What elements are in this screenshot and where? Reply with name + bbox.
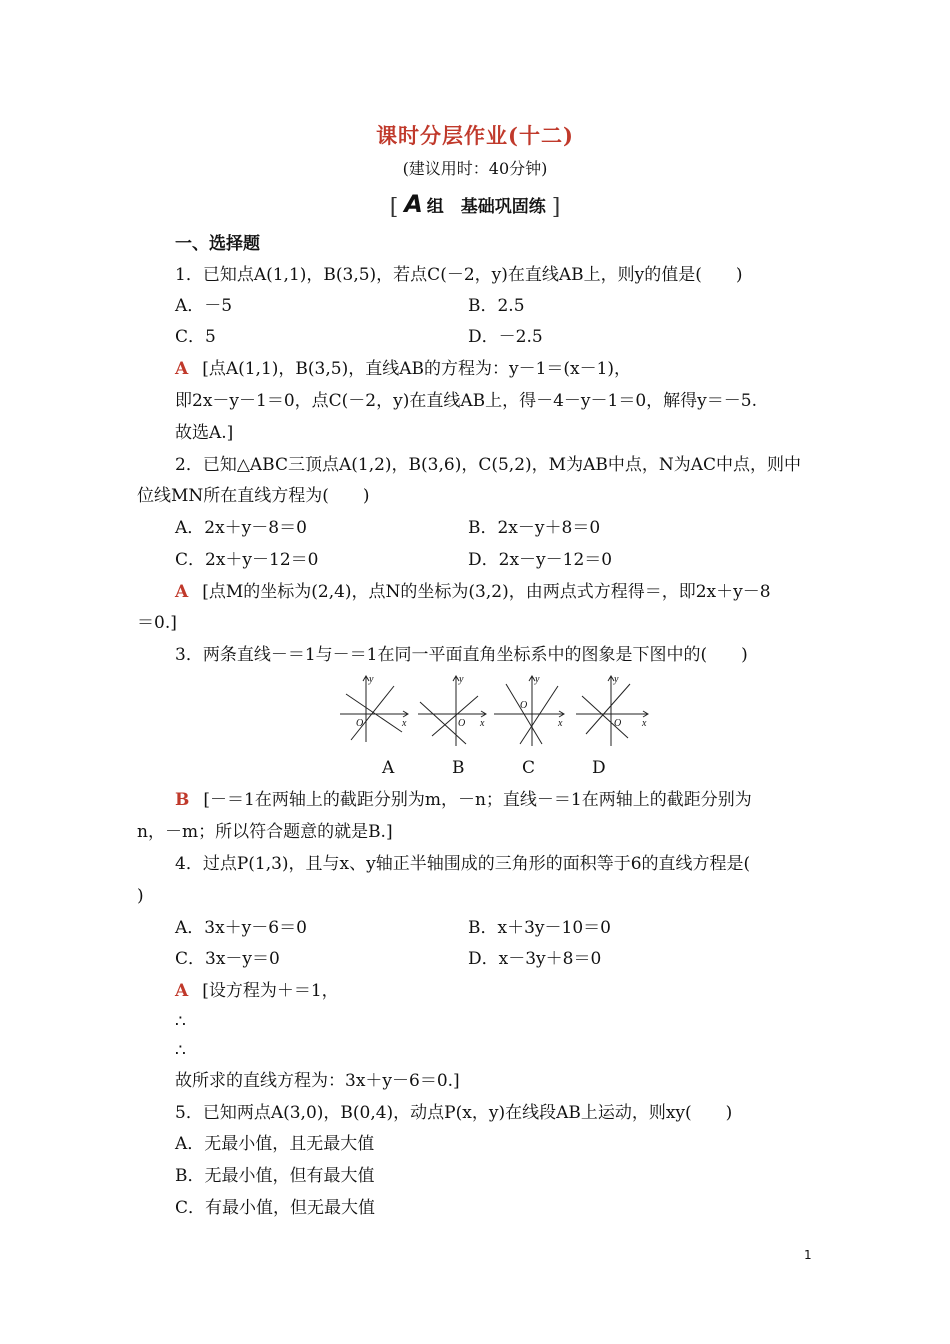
left-bracket-icon: [ bbox=[389, 195, 399, 220]
q1-stem: 1．已知点A(1,1)，B(3,5)，若点C(－2，y)在直线AB上，则y的值是( ) bbox=[175, 265, 743, 285]
q3-answer: B bbox=[175, 790, 190, 810]
therefore-icon: ∴ bbox=[175, 1041, 186, 1061]
q2-solution-line: A [点M的坐标为(2,4)，点N的坐标为(3,2)，由两点式方程得＝，即2x＋y－8 bbox=[175, 582, 771, 602]
q1-solution-line: A [点A(1,1)，B(3,5)，直线AB的方程为：y－1＝(x－1)， bbox=[175, 359, 632, 379]
q2-solution-line: ＝0.] bbox=[137, 613, 177, 633]
q4-solution-line: 故所求的直线方程为：3x＋y－6＝0.] bbox=[175, 1071, 460, 1091]
q4-stem: ) bbox=[137, 886, 144, 906]
group-label: 组 基础巩固练 bbox=[426, 197, 546, 217]
page-title: 课时分层作业(十二) bbox=[376, 123, 574, 148]
graph-a bbox=[340, 676, 408, 742]
q5-option-b: B．无最小值，但有最大值 bbox=[175, 1166, 375, 1186]
q4-solution-line: A [设方程为＋＝1， bbox=[175, 981, 339, 1001]
axis-x-label: x bbox=[480, 718, 485, 729]
q5-stem: 5．已知两点A(3,0)，B(0,4)，动点P(x，y)在线段AB上运动，则xy( ) bbox=[175, 1103, 733, 1123]
figure-label-c: C bbox=[522, 758, 536, 778]
q1-solution-line: 即2x－y－1＝0，点C(－2，y)在直线AB上，得－4－y－1＝0，解得y＝－5. bbox=[175, 391, 757, 411]
q3-figure bbox=[336, 672, 656, 747]
q1-answer: A bbox=[175, 359, 189, 379]
time-hint: (建议用时：40分钟) bbox=[402, 159, 548, 178]
origin-label: O bbox=[458, 718, 466, 729]
q3-stem: 3．两条直线－＝1与－＝1在同一平面直角坐标系中的图象是下图中的( ) bbox=[175, 645, 748, 665]
q2-option-a: A．2x＋y－8＝0 bbox=[175, 518, 307, 538]
q4-answer: A bbox=[175, 981, 189, 1001]
q4-stem: 4．过点P(1,3)，且与x、y轴正半轴围成的三角形的面积等于6的直线方程是( bbox=[175, 854, 751, 874]
graph-c bbox=[494, 676, 564, 746]
q4-option-d: D．x－3y＋8＝0 bbox=[468, 949, 602, 969]
axis-y-label: y bbox=[535, 674, 540, 685]
axis-x-label: x bbox=[402, 718, 407, 729]
origin-label: O bbox=[520, 700, 528, 711]
figure-label-d: D bbox=[592, 758, 606, 778]
q1-option-a: A．－5 bbox=[175, 296, 233, 316]
group-letter: A bbox=[404, 190, 423, 218]
q5-option-c: C．有最小值，但无最大值 bbox=[175, 1198, 376, 1218]
axis-x-label: x bbox=[558, 718, 563, 729]
q4-option-b: B．x＋3y－10＝0 bbox=[468, 918, 611, 938]
right-bracket-icon: ] bbox=[551, 195, 561, 220]
q1-option-d: D．－2.5 bbox=[468, 327, 543, 347]
axis-y-label: y bbox=[459, 674, 464, 685]
graph-b bbox=[418, 676, 486, 746]
graph-d bbox=[576, 676, 648, 746]
therefore-icon: ∴ bbox=[175, 1012, 186, 1032]
axis-x-label: x bbox=[642, 718, 647, 729]
q2-stem: 位线MN所在直线方程为( ) bbox=[137, 486, 370, 506]
q4-option-a: A．3x＋y－6＝0 bbox=[175, 918, 307, 938]
q1-option-b: B．2.5 bbox=[468, 296, 525, 316]
q2-stem: 2．已知△ABC三顶点A(1,2)，B(3,6)，C(5,2)，M为AB中点，N为AC中点，则中 bbox=[175, 455, 801, 475]
origin-label: O bbox=[614, 718, 622, 729]
axis-y-label: y bbox=[614, 674, 619, 685]
section-title: 一、选择题 bbox=[175, 234, 260, 254]
q1-solution-line: 故选A.] bbox=[175, 423, 234, 443]
q1-option-c: C．5 bbox=[175, 327, 216, 347]
group-heading bbox=[0, 190, 950, 220]
origin-label: O bbox=[356, 718, 364, 729]
q2-answer: A bbox=[175, 582, 189, 602]
q3-solution-line: n，－m；所以符合题意的就是B.] bbox=[137, 822, 393, 842]
q2-option-d: D．2x－y－12＝0 bbox=[468, 550, 613, 570]
q2-option-b: B．2x－y＋8＝0 bbox=[468, 518, 601, 538]
axis-y-label: y bbox=[369, 674, 374, 685]
q3-solution-line: B [－＝1在两轴上的截距分别为m，－n；直线－＝1在两轴上的截距分别为 bbox=[175, 790, 752, 810]
q5-option-a: A．无最小值，且无最大值 bbox=[175, 1134, 375, 1154]
figure-label-b: B bbox=[452, 758, 465, 778]
figure-label-a: A bbox=[382, 758, 395, 778]
q2-option-c: C．2x＋y－12＝0 bbox=[175, 550, 319, 570]
page-number: 1 bbox=[804, 1248, 812, 1262]
q4-option-c: C．3x－y＝0 bbox=[175, 949, 280, 969]
